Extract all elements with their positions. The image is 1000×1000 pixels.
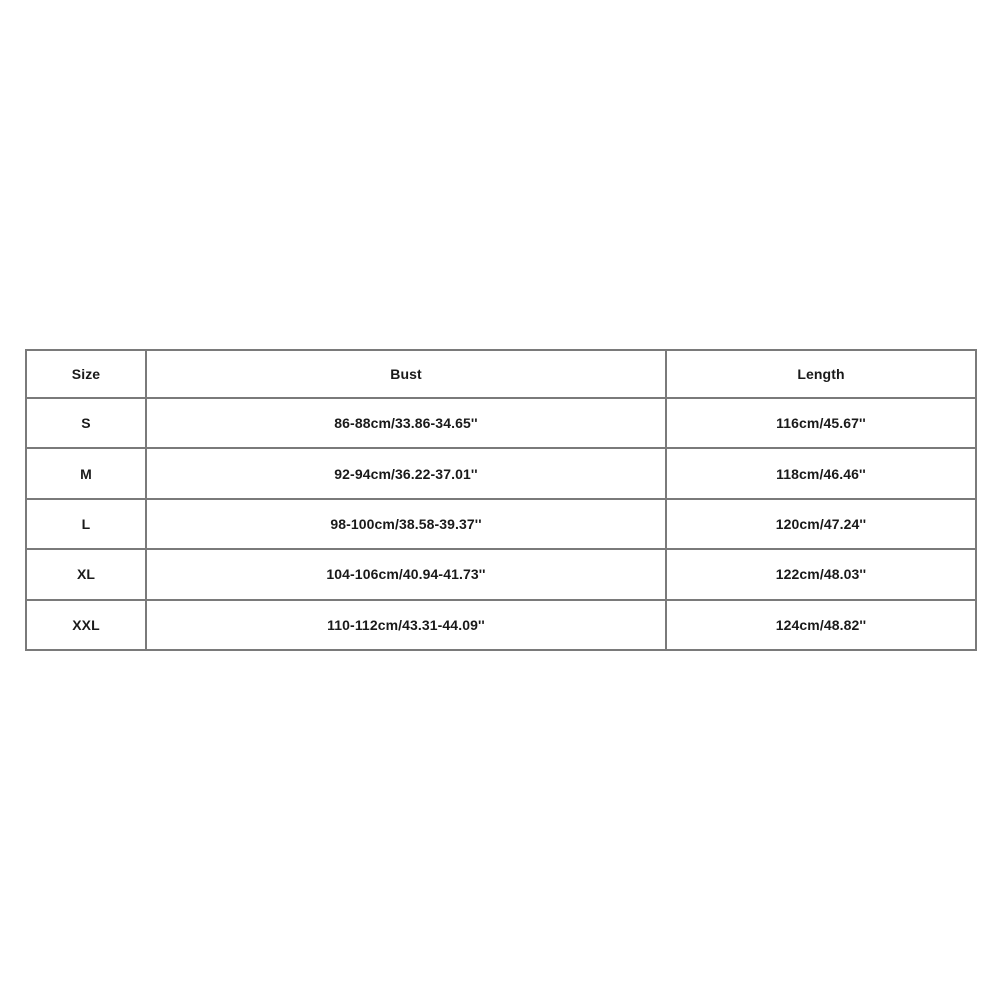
bust-cell: 92-94cm/36.22-37.01''	[146, 448, 666, 498]
header-bust: Bust	[146, 350, 666, 398]
table-header-row	[26, 350, 976, 398]
bust-cell: 86-88cm/33.86-34.65''	[146, 398, 666, 448]
bust-cell: 98-100cm/38.58-39.37''	[146, 499, 666, 549]
length-cell: 122cm/48.03''	[666, 549, 976, 599]
length-cell: 118cm/46.46''	[666, 448, 976, 498]
size-cell: XL	[26, 549, 146, 599]
table-row	[26, 499, 976, 549]
length-cell: 120cm/47.24''	[666, 499, 976, 549]
size-cell: XXL	[26, 600, 146, 650]
table-row	[26, 600, 976, 650]
size-cell: S	[26, 398, 146, 448]
header-length: Length	[666, 350, 976, 398]
table-row	[26, 549, 976, 599]
size-cell: M	[26, 448, 146, 498]
bust-cell: 104-106cm/40.94-41.73''	[146, 549, 666, 599]
length-cell: 124cm/48.82''	[666, 600, 976, 650]
table-row	[26, 398, 976, 448]
table-row	[26, 448, 976, 498]
size-cell: L	[26, 499, 146, 549]
length-cell: 116cm/45.67''	[666, 398, 976, 448]
bust-cell: 110-112cm/43.31-44.09''	[146, 600, 666, 650]
size-chart-table	[25, 349, 977, 651]
header-size: Size	[26, 350, 146, 398]
